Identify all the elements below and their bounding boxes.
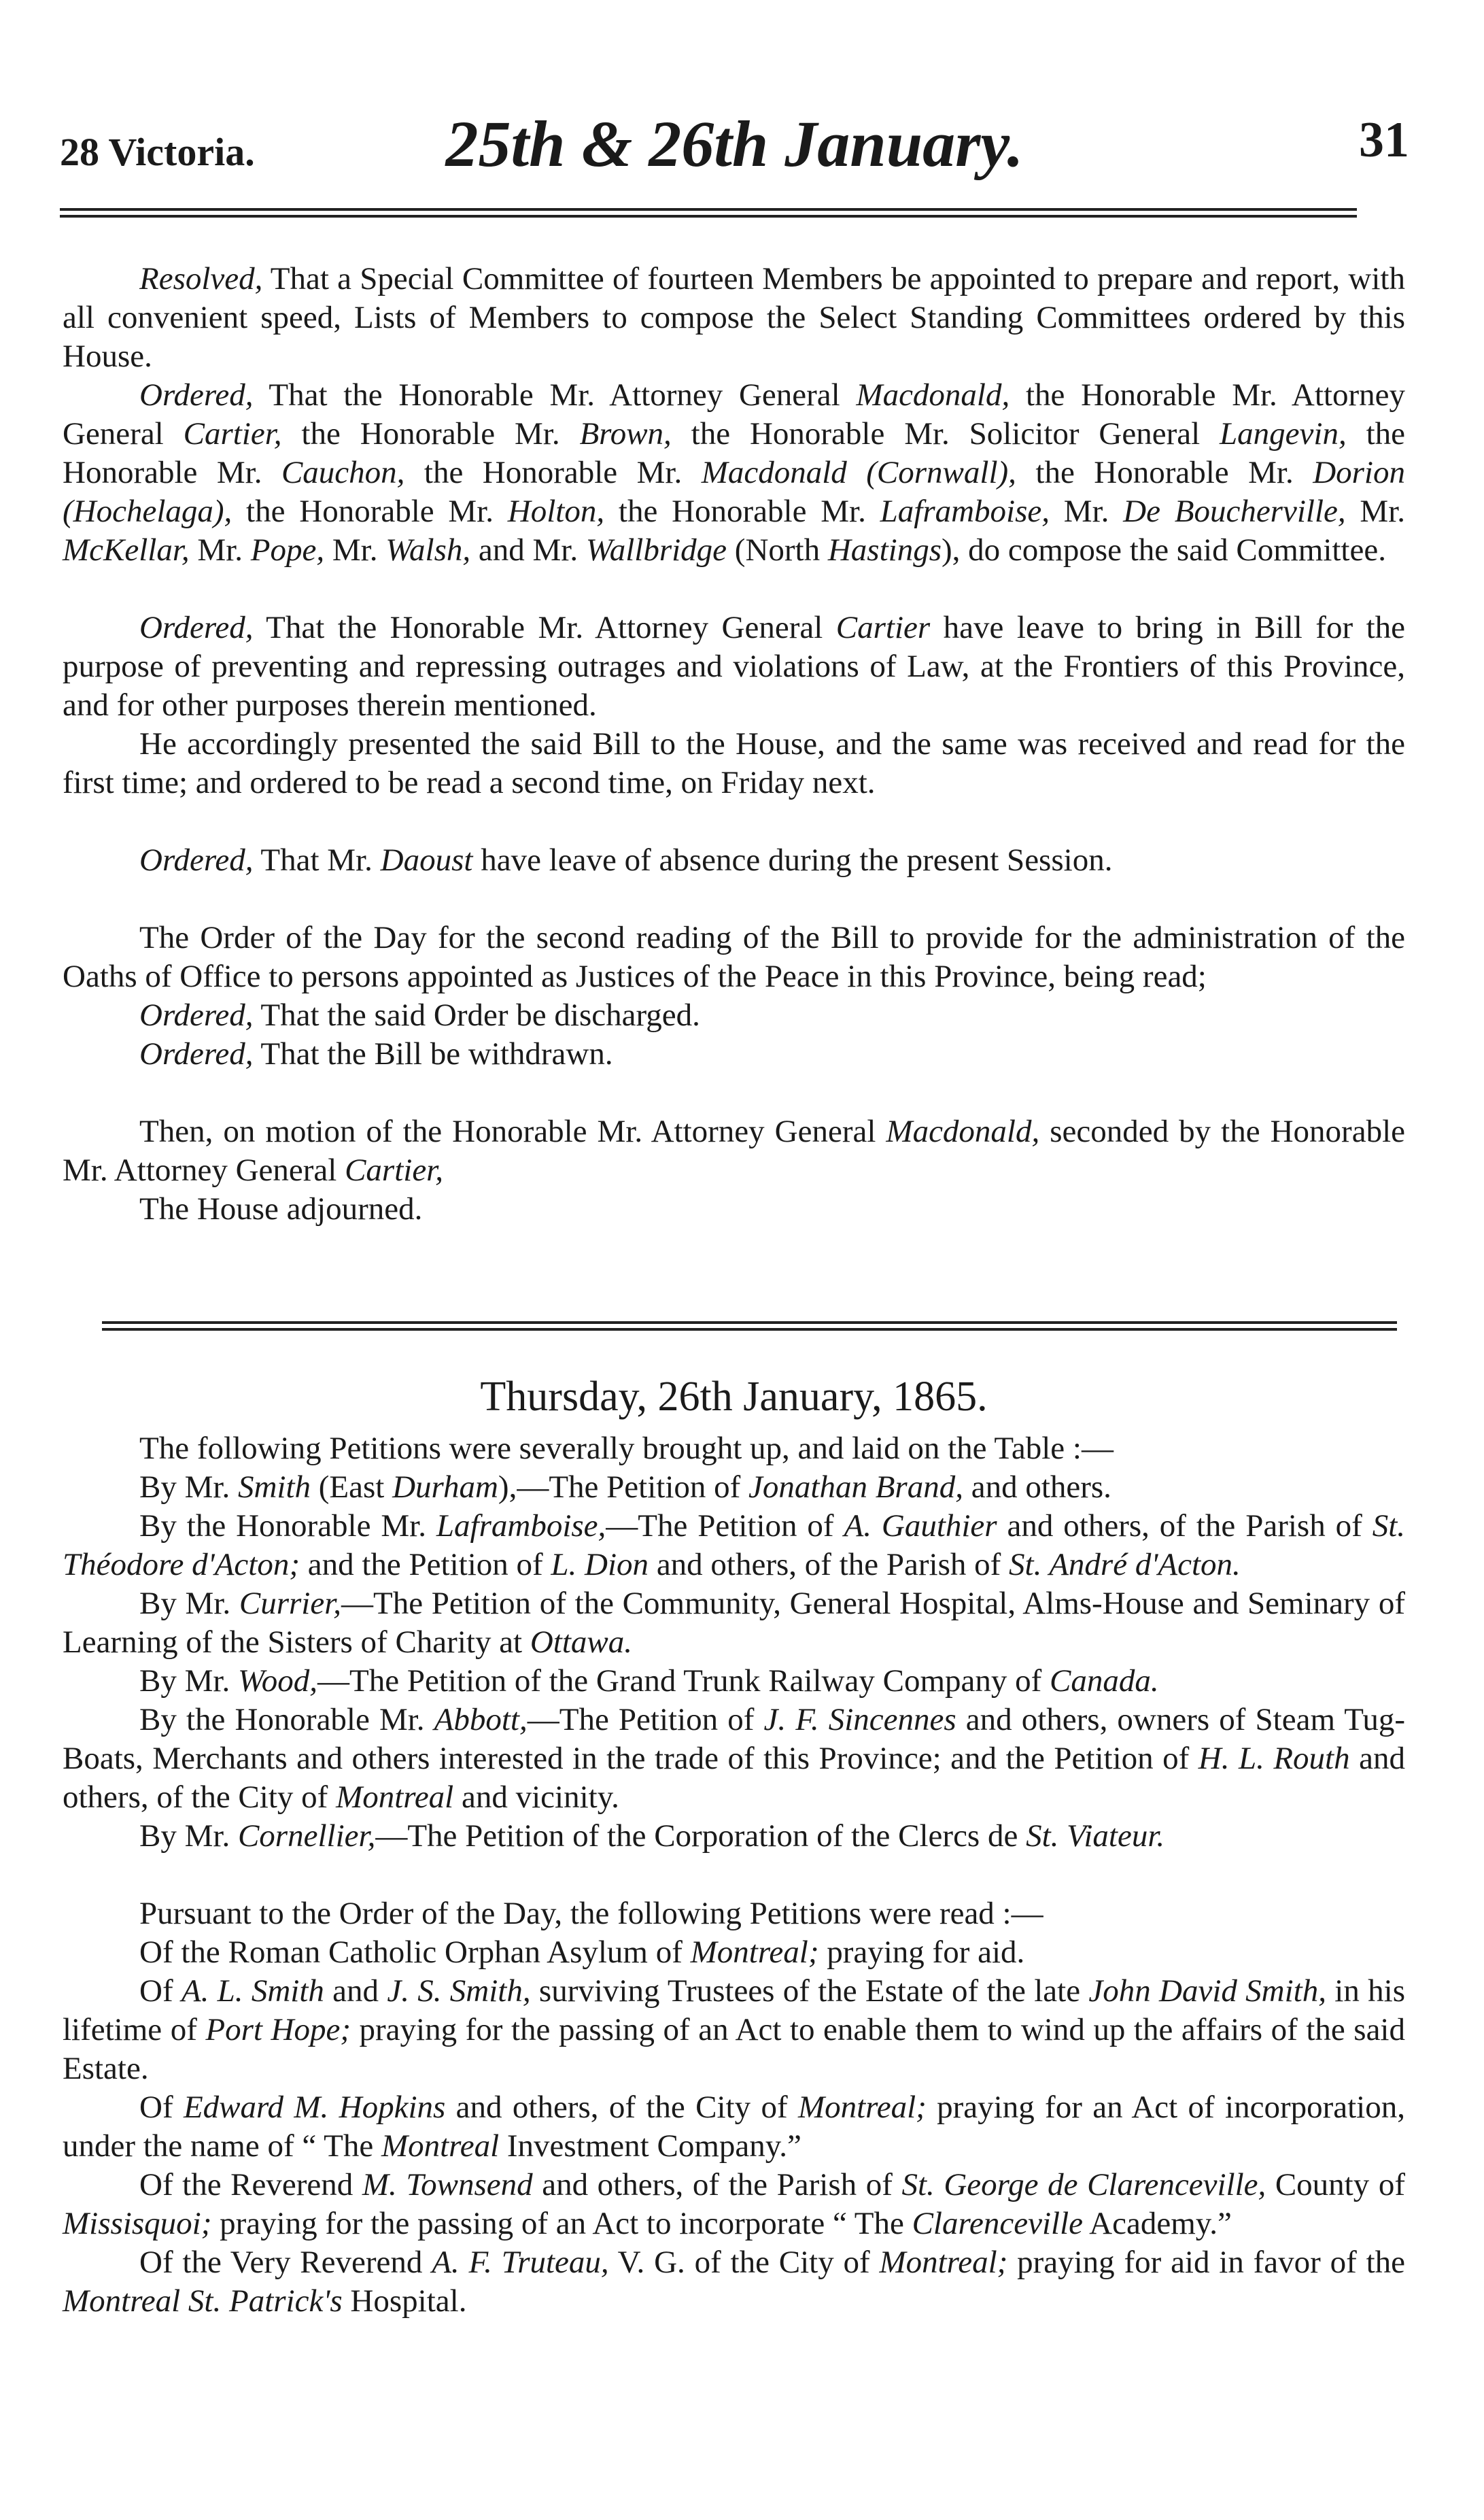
jan26-section: [63, 1364, 1405, 2321]
order-of-day-paragraph: The Order of the Day for the second reading of the Bill to provide for the administration of the Oaths of Office to persons appointed as Justices of the Peace in this Province, being read;: [63, 920, 1405, 994]
leave-of-absence-paragraph: Ordered, That Mr. Daoust have leave of absence during the present Session.: [139, 842, 1113, 878]
bill-leave-paragraph: Ordered, That the Honorable Mr. Attorney General Cartier have leave to bring in Bill for the purpose of preventing and repressing outrages and violations of Law, at the Frontiers of this Province, and for other purposes therein mentioned.: [63, 610, 1405, 723]
bill-presented-paragraph: He accordingly presented the said Bill to the House, and the same was received and read for the first time; and ordered to be read a second time, on Friday next.: [63, 726, 1405, 800]
jan25-section: [63, 260, 1405, 1229]
resolved-label: Resolved,: [139, 261, 263, 296]
petitions-read-intro: Pursuant to the Order of the Day, the following Petitions were read :—: [139, 1896, 1043, 1931]
order-discharged-line: Ordered, That the said Order be discharged.: [139, 998, 700, 1033]
committee-members-paragraph: Ordered, That the Honorable Mr. Attorney General Macdonald, the Honorable Mr. Attorney General Cartier, the Honorable Mr. Brown, the Honorable Mr. Solicitor General Langevin, the Honorable Mr. Cauchon, the Honorable Mr. Macdonald (Cornwall), the Honorable Mr. Dorion (Hochelaga), the Honorable Mr. Holton, the Honorable Mr. Laframboise, Mr. De Boucherville, Mr. McKellar, Mr. Pope, Mr. Walsh, and Mr. Wallbridge (North Hastings), do compose the said Committee.: [63, 377, 1406, 568]
date-subheading: Thursday, 26th January, 1865.: [480, 1374, 988, 1420]
section-rule: [102, 1321, 1397, 1331]
bill-withdrawn-line: Ordered, That the Bill be withdrawn.: [139, 1036, 613, 1072]
petition-read-item: Of Edward M. Hopkins and others, of the City of Montreal; praying for an Act of incorporation, under the name of “ The Montreal Investment Company.”: [63, 2090, 1405, 2164]
petition-read-item: Of A. L. Smith and J. S. Smith, surviving Trustees of the Estate of the late John David Smith, in his lifetime of Port Hope; praying for the passing of an Act to enable them to wind up the affairs of the said Estate.: [63, 1973, 1405, 2086]
petition-read-item: Of the Very Reverend A. F. Truteau, V. G. of the City of Montreal; praying for aid in favor of the Montreal St. Patrick's Hospital.: [63, 2245, 1405, 2319]
adjournment-motion-paragraph: Then, on motion of the Honorable Mr. Attorney General Macdonald, seconded by the Honorable Mr. Attorney General Cartier,: [63, 1114, 1405, 1188]
petition-item: By Mr. Wood,—The Petition of the Grand Trunk Railway Company of Canada.: [139, 1663, 1159, 1699]
petition-read-item: Of the Reverend M. Townsend and others, of the Parish of St. George de Clarenceville, County of Missisquoi; praying for the passing of an Act to incorporate “ The Clarenceville Academy.”: [63, 2167, 1405, 2241]
petition-item: By Mr. Smith (East Durham),—The Petition of Jonathan Brand, and others.: [139, 1469, 1111, 1505]
header-rule: [60, 208, 1357, 218]
session-label: 28 Victoria.: [60, 130, 255, 174]
page-title: 25th & 26th January.: [445, 107, 1024, 180]
petition-read-item: Of the Roman Catholic Orphan Asylum of Montreal; praying for aid.: [139, 1935, 1025, 1970]
page-number: 31: [1359, 112, 1409, 168]
petition-item: By Mr. Currier,—The Petition of the Community, General Hospital, Alms-House and Seminary of Learning of the Sisters of Charity at Ottawa.: [63, 1586, 1406, 1660]
petitions-intro: The following Petitions were severally brought up, and laid on the Table :—: [139, 1431, 1114, 1466]
petition-item: By Mr. Cornellier,—The Petition of the Corporation of the Clercs de St. Viateur.: [139, 1818, 1165, 1854]
page-header: [60, 102, 1409, 184]
petition-item: By the Honorable Mr. Laframboise,—The Petition of A. Gauthier and others, of the Parish of St. Théodore d'Acton; and the Petition of L. Dion and others, of the Parish of St. André d'Acton.: [63, 1508, 1405, 1582]
house-adjourned-line: The House adjourned.: [139, 1191, 423, 1227]
resolved-paragraph: Resolved, That a Special Committee of fourteen Members be appointed to prepare and report, with all convenient speed, Lists of Members to compose the Select Standing Committees ordered by this House.: [63, 261, 1405, 374]
petition-item: By the Honorable Mr. Abbott,—The Petition of J. F. Sincennes and others, owners of Steam Tug-Boats, Merchants and others interested in the trade of this Province; and the Petition of H. L. Routh and others, of the City of Montreal and vicinity.: [63, 1702, 1405, 1815]
